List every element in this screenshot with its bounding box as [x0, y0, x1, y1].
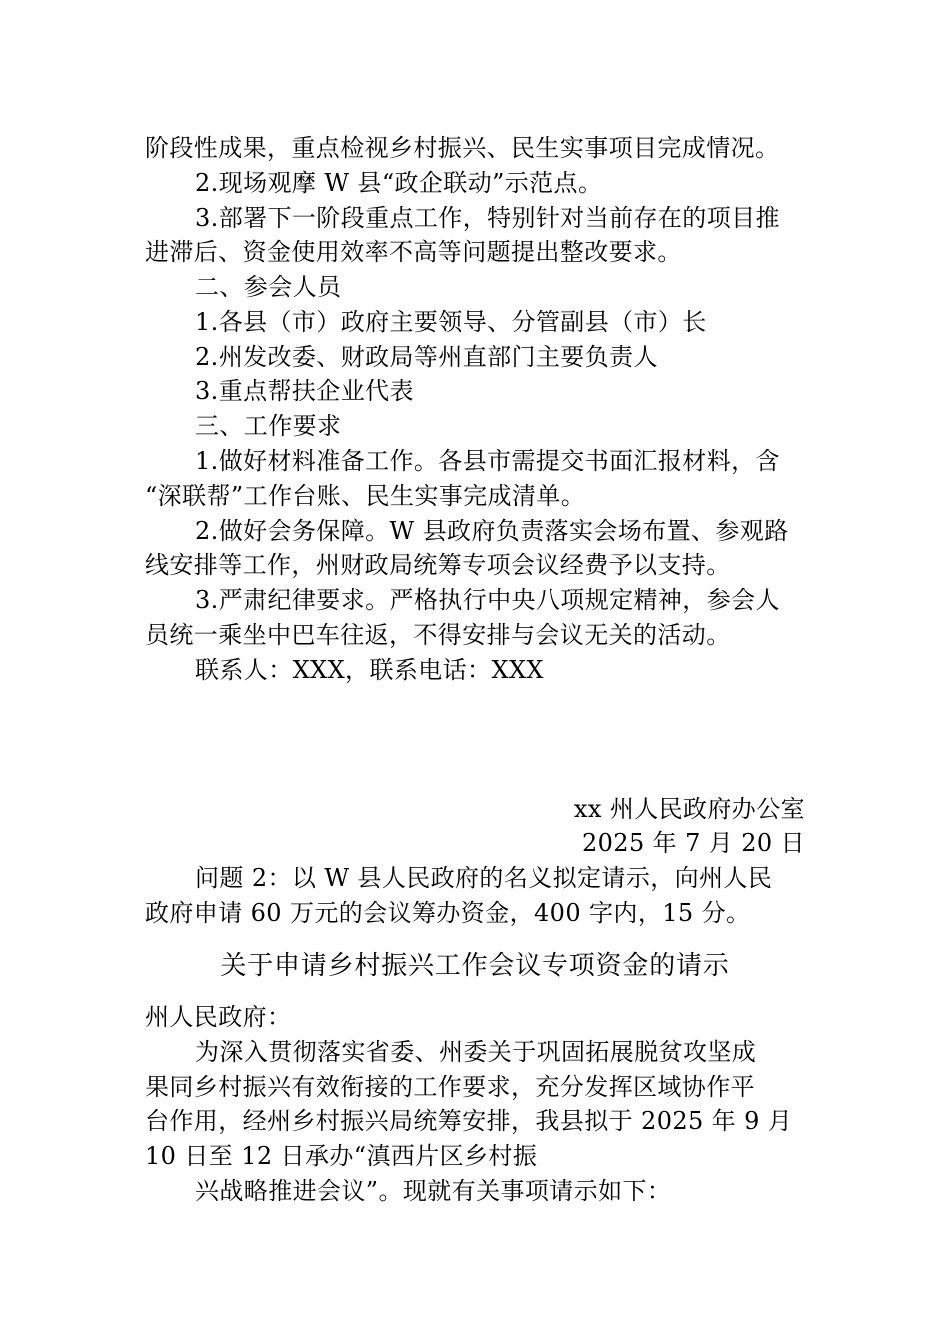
text-line: 员统一乘坐中巴车往返，不得安排与会议无关的活动。 — [145, 621, 731, 649]
text-line: 1.各县（市）政府主要领导、分管副县（市）长 — [195, 308, 707, 336]
body-line: 为深入贯彻落实省委、州委关于巩固拓展脱贫攻坚成 — [195, 1038, 757, 1066]
question-line: 问题 2：以 W 县人民政府的名义拟定请示，向州人民 — [195, 864, 773, 892]
contact-line: 联系人：XXX，联系电话：XXX — [195, 656, 544, 684]
text-line: 线安排等工作，州财政局统筹专项会议经费予以支持。 — [145, 551, 731, 579]
text-line: 2.做好会务保障。W 县政府负责落实会场布置、参观路 — [195, 517, 789, 545]
text-line: 阶段性成果，重点检视乡村振兴、民生实事项目完成情况。 — [145, 134, 780, 162]
body-line: 10 日至 12 日承办“滇西片区乡村振 — [145, 1142, 538, 1170]
text-line: 3.部署下一阶段重点工作，特别针对当前存在的项目推 — [195, 204, 780, 232]
request-title: 关于申请乡村振兴工作会议专项资金的请示 — [220, 951, 730, 981]
signature-date: 2025 年 7 月 20 日 — [581, 829, 805, 857]
text-line: 3.重点帮扶企业代表 — [195, 377, 414, 405]
body-line: 果同乡村振兴有效衔接的工作要求，充分发挥区域协作平 — [145, 1073, 755, 1101]
text-line: 3.严肃纪律要求。严格执行中央八项规定精神，参会人 — [195, 586, 780, 614]
section-heading: 三、工作要求 — [195, 412, 342, 440]
signature-org: xx 州人民政府办公室 — [573, 795, 805, 823]
text-line: 进滞后、资金使用效率不高等问题提出整改要求。 — [145, 238, 682, 266]
body-line: 台作用，经州乡村振兴局统筹安排，我县拟于 2025 年 9 月 — [145, 1107, 793, 1135]
body-line: 兴战略推进会议”。现就有关事项请示如下： — [195, 1177, 672, 1205]
section-heading: 二、参会人员 — [195, 273, 342, 301]
text-line: “深联帮”工作台账、民生实事完成清单。 — [145, 482, 586, 510]
text-line: 2.州发改委、财政局等州直部门主要负责人 — [195, 343, 658, 371]
question-line: 政府申请 60 万元的会议筹办资金，400 字内，15 分。 — [145, 899, 751, 927]
text-line: 1.做好材料准备工作。各县市需提交书面汇报材料，含 — [195, 447, 780, 475]
salutation: 州人民政府： — [145, 1003, 292, 1031]
text-line: 2.现场观摩 W 县“政企联动”示范点。 — [195, 169, 603, 197]
